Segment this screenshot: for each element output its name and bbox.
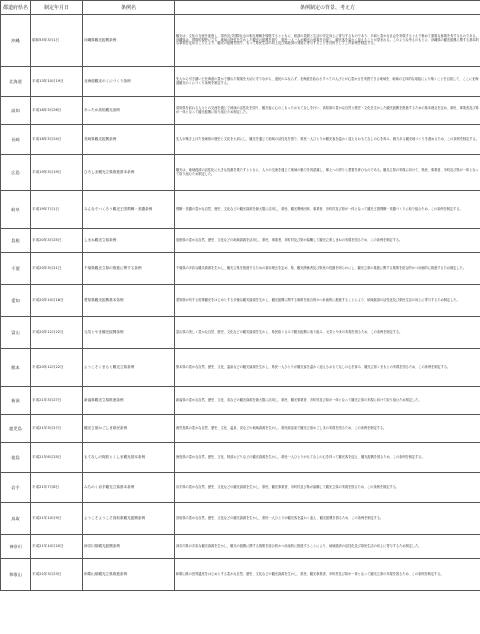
ordinance-name-cell: ひろしま観光立県推進基本条例 xyxy=(83,155,175,191)
date-cell: 平成13年10月19日 xyxy=(31,67,83,97)
date-cell: 平成19年3月19日 xyxy=(31,155,83,191)
background-cell: 神奈川県の多彩な観光資源を生かし、観光の振興に関する施策を総合的かつ計画的に推進することにより、地域経済の活性化及び県民生活の向上に寄与するため制定した。 xyxy=(175,535,480,559)
date-cell: 平成21年3月27日 xyxy=(31,387,83,415)
ordinance-name-cell: ようこそようこそ鳥取県観光振興条例 xyxy=(83,503,175,535)
table-body xyxy=(1,15,480,591)
date-cell: 平成20年3月25日 xyxy=(31,229,83,253)
prefecture-cell: 神奈川 xyxy=(1,535,31,559)
table-row xyxy=(1,155,480,191)
date-cell: 平成20年10月16日 xyxy=(31,285,83,317)
background-cell: 和歌山県の世界遺産をはじめとする豊かな自然、歴史、文化などの観光資源を生かし、県民、観光事業者、市町村及び県が一体となって観光立県の実現を図るため、この条例を制定する。 xyxy=(175,559,480,591)
prefecture-cell: 和歌山 xyxy=(1,559,31,591)
date-cell: 平成21年6月25日 xyxy=(31,443,83,473)
prefecture-cell: 熊本 xyxy=(1,349,31,387)
prefecture-cell: 新潟 xyxy=(1,387,31,415)
background-cell: 岩手県の豊かな自然、歴史、文化などの観光資源を生かし、県民、観光事業者、市町村及び県が協働して観光立県の実現を図るため、この条例を制定する。 xyxy=(175,473,480,503)
date-cell: 平成18年3月24日 xyxy=(31,125,83,155)
table-row xyxy=(1,535,480,559)
background-cell: 先人が築き上げた長崎県の歴史と文化を大切にし、観光を通じて地域の活性化を図り、県民一人ひとりが観光客を温かく迎えるおもてなしの心を育み、魅力ある観光地づくりを進めるため、この条例を制定する。 xyxy=(175,125,480,155)
table-header-row xyxy=(1,1,480,15)
ordinance-name-cell: 千葉県観光立県の推進に関する条例 xyxy=(83,253,175,285)
ordinance-name-cell: もてなしの阿波とくしま観光基本条例 xyxy=(83,443,175,473)
ordinance-name-cell: 神奈川県観光振興条例 xyxy=(83,535,175,559)
prefecture-cell: 鹿児島 xyxy=(1,415,31,443)
prefecture-cell: 北海道 xyxy=(1,67,31,97)
background-cell: 鳥取県の豊かな自然、歴史、文化などの観光資源を生かし、県民一人ひとりが観光客を温かく迎え、観光振興を図るため、この条例を制定する。 xyxy=(175,503,480,535)
date-cell: 平成21年10月9日 xyxy=(31,503,83,535)
header-date: 制定年月日 xyxy=(31,1,83,15)
ordinance-name-cell: 和歌山県観光立県推進条例 xyxy=(83,559,175,591)
ordinance-name-cell: 長崎県観光振興条例 xyxy=(83,125,175,155)
background-cell: 飛騨・美濃の豊かな自然、歴史、文化などの観光資源を最大限に活用し、県民、観光関係団体、事業者、市町村及び県が一体となって観光王国飛騨・美濃づくりに取り組むため、この条例を制定する。 xyxy=(175,191,480,229)
ordinance-name-cell: 北海道観光のくにづくり条例 xyxy=(83,67,175,97)
background-cell: 島根県の豊かな自然、歴史、文化などの地域資源を活用し、県民、事業者、市町村及び県が協働して観光立県しまねの実現を図るため、この条例を制定する。 xyxy=(175,229,480,253)
background-cell: 観光は、地域経済の活性化に大きな役割を果たすとともに、人々の交流を通じて地域の魅力を再認識し、郷土への誇りと愛着を育むものである。観光立県の実現に向けて、県民、事業者、市町及び県が一体となって取り組むため制定した。 xyxy=(175,155,480,191)
ordinance-name-cell: 愛知県観光振興基本条例 xyxy=(83,285,175,317)
prefecture-cell: 千葉 xyxy=(1,253,31,285)
background-cell: 徳島県の豊かな自然、歴史、文化、阿波おどりなどの観光資源を生かし、県民一人ひとりがもてなしの心を持って観光客を迎え、観光振興を図るため、この条例を制定する。 xyxy=(175,443,480,473)
table-row xyxy=(1,191,480,229)
prefecture-cell: 愛知 xyxy=(1,285,31,317)
date-cell: 平成21年7月8日 xyxy=(31,473,83,503)
prefecture-cell: 鳥取 xyxy=(1,503,31,535)
prefecture-cell: 広島 xyxy=(1,155,31,191)
ordinance-name-cell: みちのく岩手観光立県基本条例 xyxy=(83,473,175,503)
prefecture-cell: 岩手 xyxy=(1,473,31,503)
table-row xyxy=(1,349,480,387)
date-cell: 平成19年7月1日 xyxy=(31,191,83,229)
prefecture-cell: 徳島 xyxy=(1,443,31,473)
background-cell: 新潟県の豊かな自然、歴史、文化、食などの観光資源を最大限に活用し、県民、観光事業者、市町村及び県が一体となって観光立県の実現に向けて取り組むため制定した。 xyxy=(175,387,480,415)
background-cell: 千葉県の多彩な観光資源を生かし、観光立県を推進するための基本理念を定め、県、観光関係者及び県民の役割を明らかにし、観光立県の推進に関する施策を総合的かつ計画的に推進するため制定した。 xyxy=(175,253,480,285)
prefecture-cell: 島根 xyxy=(1,229,31,253)
table-row xyxy=(1,253,480,285)
prefecture-cell: 高知 xyxy=(1,97,31,125)
table-row xyxy=(1,503,480,535)
table-row xyxy=(1,559,480,591)
date-cell: 平成16年3月26日 xyxy=(31,97,83,125)
date-cell: 平成21年3月27日 xyxy=(31,415,83,443)
prefecture-cell: 岐阜 xyxy=(1,191,31,229)
ordinance-name-cell: 元気とやま観光振興条例 xyxy=(83,317,175,349)
background-cell: 熊本県の豊かな自然、歴史、文化、温泉などの観光資源を生かし、県民一人ひとりが観光客を温かく迎えるおもてなしの心を育み、観光立県くまもとの実現を図るため、この条例を制定する。 xyxy=(175,349,480,387)
ordinance-name-cell: 新潟県観光立県推進条例 xyxy=(83,387,175,415)
date-cell: 平成20年3月21日 xyxy=(31,253,83,285)
ordinance-name-cell: 観光立県かごしま県民条例 xyxy=(83,415,175,443)
table-row xyxy=(1,67,480,97)
background-cell: 観光は、文化の交流を促進し、国内及び国際社会の相互理解を増進するとともに、経済の発展と生活の安定向上に寄与するものであり、平和と豊かな社会を実現するうえで極めて重要な意義を有するものである。沖縄県は、国際的視野に立ち、地域の特性を生かした観光の振興を図り、県民一人一人が観光の意義を自覚し、観光客を温かく迎えることが望まれる。このような考えのもとに、沖縄県の観光振興に関する基本的な事項を定めることにより、観光の振興を図り、もって県民生活の向上及び県経済の発展に寄与することを目的としてこの条例を制定する。 xyxy=(175,15,480,67)
background-cell: 愛知県が有する産業観光をはじめとする多様な観光資源を生かし、観光振興に関する施策を総合的かつ計画的に推進することにより、地域経済の活性化及び県民生活の向上に寄与するため制定した。 xyxy=(175,285,480,317)
table-row xyxy=(1,443,480,473)
date-cell: 平成21年10月20日 xyxy=(31,535,83,559)
prefecture-cell: 長崎 xyxy=(1,125,31,155)
table-row xyxy=(1,229,480,253)
table-row xyxy=(1,285,480,317)
date-cell: 昭和55年3月1日 xyxy=(31,15,83,67)
table-row xyxy=(1,317,480,349)
table-row xyxy=(1,473,480,503)
table-row xyxy=(1,125,480,155)
header-prefecture: 都道府県名 xyxy=(1,1,31,15)
ordinance-name-cell: しまね観光立県条例 xyxy=(83,229,175,253)
header-ordinance-name: 条例名 xyxy=(83,1,175,15)
ordinance-name-cell: みんなでつくろう観光王国飛騨・美濃条例 xyxy=(83,191,175,229)
table-row xyxy=(1,415,480,443)
background-cell: 先人から引き継いだ北海道の豊かで優れた環境を大切に守りながら、道民のみならず、北海道を訪れるすべての人びとが心豊かさを実感できる地域を、地域の主体的な取組により築くことを目指して、ここに北海道観光のくにづくり条例を制定する。 xyxy=(175,67,480,97)
prefecture-cell: 富山 xyxy=(1,317,31,349)
background-cell: 富山県の美しく豊かな自然、歴史、文化などの観光資源を生かし、県民総ぐるみで観光振興に取り組み、元気とやまの実現を図るため、この条例を制定する。 xyxy=(175,317,480,349)
ordinance-name-cell: あったか高知観光条例 xyxy=(83,97,175,125)
background-cell: 鹿児島県の豊かな自然、歴史、文化、温泉、食などの地域資源を生かし、県民総参加で観光立県かごしまの実現を図るため、この条例を制定する。 xyxy=(175,415,480,443)
header-background: 条例制定の背景、考え方 xyxy=(175,1,480,15)
table-row xyxy=(1,97,480,125)
ordinance-name-cell: 沖縄県観光振興条例 xyxy=(83,15,175,67)
table-row xyxy=(1,15,480,67)
background-cell: 高知県を訪れる人々との交流を通じて地域の活性化を図り、観光客に心のこもったおもてなしを行い、高知県の豊かな自然と歴史・文化を生かした観光振興を推進するための基本理念を定め、県民、事業者及び県が一体となって観光振興に取り組むため制定した。 xyxy=(175,97,480,125)
prefecture-cell: 沖縄 xyxy=(1,15,31,67)
date-cell: 平成20年12月22日 xyxy=(31,317,83,349)
ordinance-name-cell: ようこそくまもと観光立県条例 xyxy=(83,349,175,387)
table-row xyxy=(1,387,480,415)
date-cell: 平成20年12月22日 xyxy=(31,349,83,387)
date-cell: 平成22年3月23日 xyxy=(31,559,83,591)
